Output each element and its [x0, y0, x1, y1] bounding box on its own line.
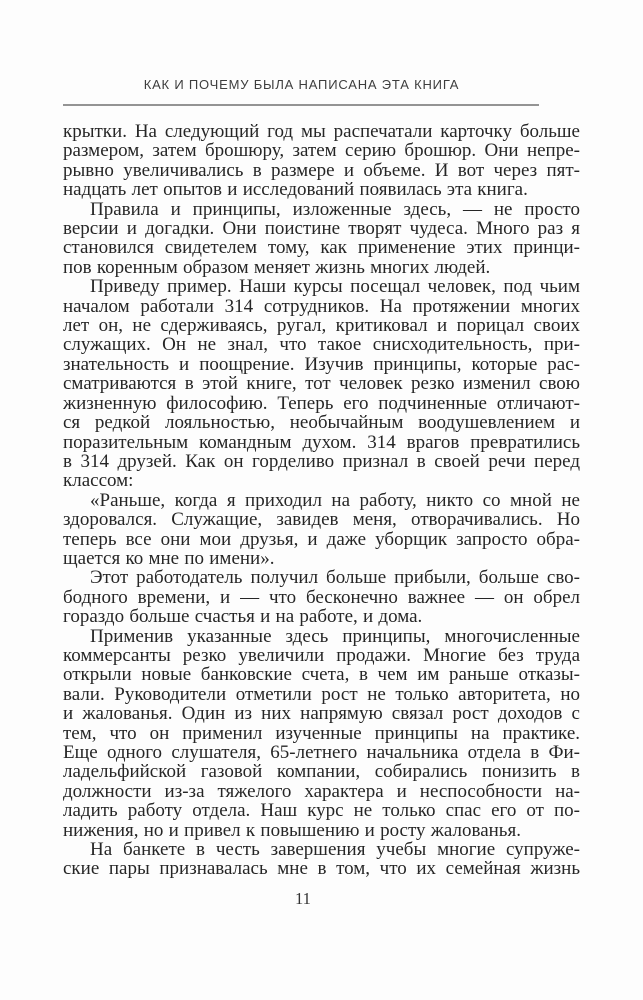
running-head: КАК И ПОЧЕМУ БЫЛА НАПИСАНА ЭТА КНИГА — [143, 77, 460, 92]
text-line: рывно увеличивались в размере и объеме. И вот через пят- — [63, 160, 580, 181]
paragraph — [63, 122, 580, 200]
text-line: коммерсанты резко увеличили продажи. Многие без труда — [63, 645, 580, 666]
text-line: «Раньше, когда я приходил на работу, никто со мной не — [90, 490, 580, 511]
text-line: теперь все они мои друзья, и даже уборщик запросто обра- — [63, 529, 580, 549]
text-line: должности из-за тяжелого характера и неспособности на- — [63, 781, 580, 802]
text-line: Применив указанные здесь принципы, многочисленные — [90, 626, 580, 646]
text-line: вали. Руководители отметили рост не только авторитета, но — [63, 684, 580, 705]
text-line: На банкете в честь завершения учебы многие супруже- — [90, 840, 580, 860]
text-line: началом работали 314 сотрудников. На протяжении многих — [63, 296, 580, 317]
text-line: становился свидетелем тому, как применение этих принци- — [63, 238, 580, 258]
text-line: классом: — [63, 471, 134, 491]
text-line: Приведу пример. Наши курсы посещал человек, под чьим — [90, 277, 580, 297]
text-line: знательность и поощрение. Изучив принципы, которые рас- — [63, 354, 580, 375]
paragraph — [63, 568, 580, 626]
text-line: служащих. Он не знал, что такое снисходительность, при- — [63, 335, 580, 355]
paragraph — [63, 627, 580, 840]
text-line: гораздо больше счастья и на работе, и дома. — [63, 607, 423, 627]
paragraph — [63, 277, 580, 490]
text-line: лет он, не сдерживаясь, ругал, критиковал и порицал своих — [63, 316, 580, 336]
text-line: Еще одного слушателя, 65-летнего начальника отдела в Фи- — [63, 743, 580, 763]
text-line: в 314 друзей. Как он горделиво признал в своей речи перед — [63, 451, 580, 472]
header-rule — [63, 104, 539, 106]
text-line: жизненную философию. Теперь его подчиненные отличают- — [63, 393, 580, 414]
paragraph — [63, 200, 580, 278]
text-line: тем, что он применил изученные принципы на практике. — [63, 723, 580, 743]
text-line: Правила и принципы, изложенные здесь, — не просто — [90, 199, 580, 220]
text-line: пов коренным образом меняет жизнь многих людей. — [63, 257, 491, 278]
text-line: открыли новые банковские счета, в чем им раньше отказы- — [63, 665, 580, 685]
paragraph — [63, 840, 580, 879]
text-line: размером, затем брошюру, затем серию брошюр. Они непре- — [63, 141, 580, 161]
text-line: ские пары признавалась мне в том, что их семейная жизнь — [63, 859, 580, 879]
text-line: сматриваются в этой книге, тот человек резко изменил свою — [63, 374, 580, 394]
text-line: надцать лет опытов и исследований появилась эта книга. — [63, 180, 528, 200]
text-line: щается ко мне по имени». — [63, 548, 275, 569]
text-line: бодного времени, и — что бесконечно важнее — он обрел — [63, 587, 580, 608]
text-line: ладить работу отдела. Наш курс не только спас его от по- — [63, 801, 580, 821]
text-line: ладельфийской газовой компании, собирались понизить в — [63, 762, 580, 782]
text-line: поразительным командным духом. 314 врагов превратились — [63, 432, 580, 452]
body-text — [63, 122, 580, 879]
text-line: ся редкой лояльностью, необычайным воодушевлением и — [63, 413, 580, 433]
text-line: версии и догадки. Они поистине творят чудеса. Много раз я — [63, 219, 580, 239]
text-line: крытки. На следующий год мы распечатали карточку больше — [63, 122, 580, 142]
paragraph — [63, 491, 580, 569]
page-number: 11 — [295, 889, 311, 908]
text-line: здоровался. Служащие, завидев меня, отворачивались. Но — [63, 510, 580, 530]
text-line: нижения, но и привел к повышению и росту жалованья. — [63, 820, 521, 841]
text-line: и жалованья. Один из них напрямую связал рост доходов с — [63, 704, 580, 724]
text-line: Этот работодатель получил больше прибыли, больше сво- — [90, 568, 580, 588]
